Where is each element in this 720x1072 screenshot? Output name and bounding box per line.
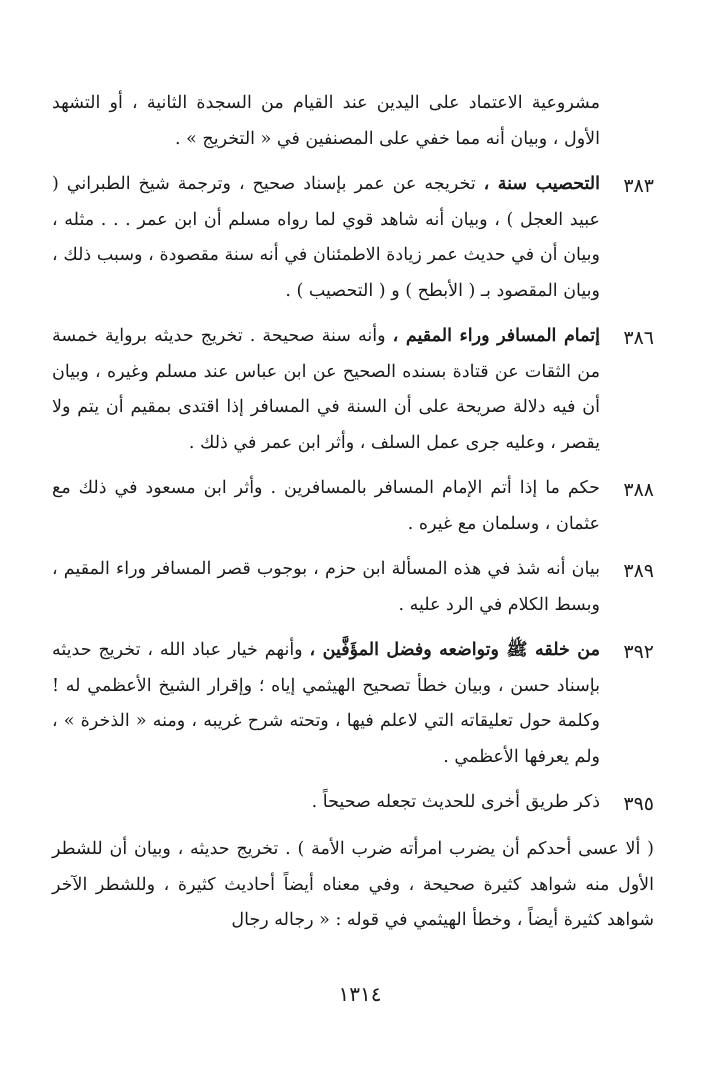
entry-text (52, 552, 600, 623)
entry-389 (52, 552, 654, 623)
entry-text (52, 167, 600, 309)
entry-heading: التحصيب سنة ، (483, 174, 600, 194)
entry-hadith (52, 832, 654, 939)
entry-text-body: مشروعية الاعتماد على اليدين عند القيام من السجدة الثانية ، أو التشهد الأول ، وبيان أنه مما خفي على المصنفين في « التخريج » . (52, 93, 600, 149)
entry-number: ٣٨٩ (623, 560, 654, 582)
entry-number: ٣٨٦ (623, 327, 654, 349)
entry-number: ٣٨٨ (623, 479, 654, 501)
entry-heading: إتمام المسافر وراء المقيم ، (392, 326, 600, 346)
entry-text-body: ( ألا عسى أحدكم أن يضرب امرأته ضرب الأمة ) . تخريج حديثه ، وبيان أن للشطر الأول منه شواهد كثيرة صحيحة ، وفي معناه أيضاً أحاديث كثيرة ، وللشطر الآخر شواهد كثيرة أيضاً ، وخطأ الهيثمي في قوله : « رجاله رجال (52, 839, 654, 930)
entry-number: ٣٨٣ (623, 175, 654, 197)
entry-number: ٣٩٥ (623, 793, 654, 815)
entry-395 (52, 785, 654, 822)
page-number: ١٣١٤ (338, 982, 382, 1006)
entry-text-body: تخريجه عن عمر بإسناد صحيح ، وترجمة شيخ الطبراني ( عبيد العجل ) ، وبيان أنه شاهد قوي لما رواه مسلم أن ابن عمر . . . مثله ، وبيان أن في حديث عمر زيادة الاطمئنان في أنه سنة مقصودة ، وسبب ذلك ، وبيان المقصود بـ ( الأبطح ) و ( التحصيب ) . (52, 174, 600, 301)
entry-383 (52, 167, 654, 309)
entry-386 (52, 319, 654, 461)
entry-text-body: بيان أنه شذ في هذه المسألة ابن حزم ، بوجوب قصر المسافر وراء المقيم ، وبسط الكلام في الرد عليه . (52, 559, 600, 615)
entry-text (52, 785, 600, 821)
entry-text (52, 319, 600, 461)
entry-text (52, 86, 600, 157)
entry-text (52, 832, 654, 939)
entry-text-body: وأنهم خيار عباد الله ، تخريج حديثه بإسناد حسن ، وبيان خطأ تصحيح الهيثمي إياه ؛ وإقرار الشيخ الأعظمي له ! وكلمة حول تعليقاته التي لاعلم فيها ، وتحته شرح غريبه ، ومنه « الذخرة » ، ولم يعرفها الأعظمي . (52, 640, 600, 767)
entry-text-body: ذكر طريق أخرى للحديث تجعله صحيحاً . (311, 792, 600, 812)
entry-number (600, 86, 654, 88)
entry-388 (52, 471, 654, 542)
entry-heading: من خلقه ﷺ وتواضعه وفضل المؤَفَّين ، (309, 640, 600, 660)
entry-392 (52, 633, 654, 775)
entry-text (52, 633, 600, 775)
entry-continuation (52, 86, 654, 157)
entry-number: ٣٩٢ (623, 641, 654, 663)
entry-text (52, 471, 600, 542)
document-body (52, 86, 654, 949)
entry-text-body: حكم ما إذا أتم الإمام المسافر بالمسافرين . وأثر ابن مسعود في ذلك مع عثمان ، وسلمان مع غيره . (52, 478, 600, 534)
entry-text-body: وأنه سنة صحيحة . تخريج حديثه برواية خمسة من الثقات عن قتادة بسنده الصحيح عن ابن عباس عند مسلم وغيره ، وبيان أن فيه دلالة صريحة على أن السنة في المسافر إذا اقتدى بمقيم أن يتم ولا يقصر ، وعليه جرى عمل السلف ، وأثر ابن عمر في ذلك . (52, 326, 600, 453)
